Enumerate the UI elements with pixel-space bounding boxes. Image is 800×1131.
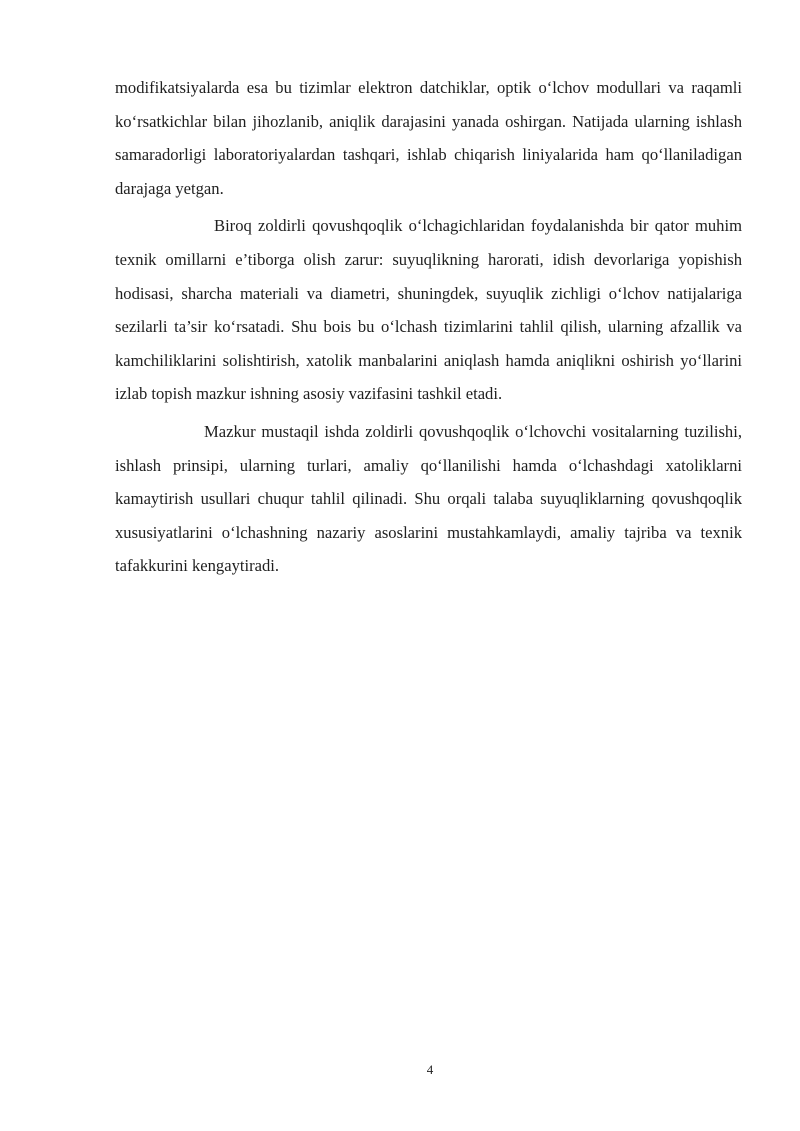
paragraph-1: modifikatsiyalarda esa bu tizimlar elektron datchiklar, optik o‘lchov modullari va raqamli ko‘rsatkichlar bilan jihozlanib, aniqlik darajasini yanada oshirgan. Natijada ularning ishlash samaradorligi laboratoriyalardan tashqari, ishlab chiqarish liniyalarida ham qo‘llaniladigan darajaga yetgan. [115,78,742,198]
page-number: 4 [426,1062,434,1077]
paragraph-3: Mazkur mustaqil ishda zoldirli qovushqoqlik o‘lchovchi vositalarning tuzilishi, ishlash prinsipi, ularning turlari, amaliy qo‘llanilishi hamda o‘lchashdagi xatoliklarni kamaytirish usullari chuqur tahlil qilinadi. Shu orqali talaba suyuqliklarning qovushqoqlik xususiyatlarini o‘lchashning nazariy asoslarini mustahkamlaydi, amaliy tajriba va texnik tafakkurini kengaytiradi. [115,421,742,576]
paragraph-2: Biroq zoldirli qovushqoqlik o‘lchagichlaridan foydalanishda bir qator muhim texnik omillarni e’tiborga olish zarur: suyuqlikning harorati, idish devorlariga yopishish hodisasi, sharcha materiali va diametri, shuningdek, suyuqlik zichligi o‘lchov natijalariga sezilarli ta’sir ko‘rsatadi. Shu bois bu o‘lchash tizimlarini tahlil qilish, ularning afzallik va kamchiliklarini solishtirish, xatolik manbalarini aniqlash hamda aniqlikni oshirish yo‘llarini izlab topish mazkur ishning asosiy vazifasini tashkil etadi. [115,216,742,404]
body-text [115,71,742,583]
